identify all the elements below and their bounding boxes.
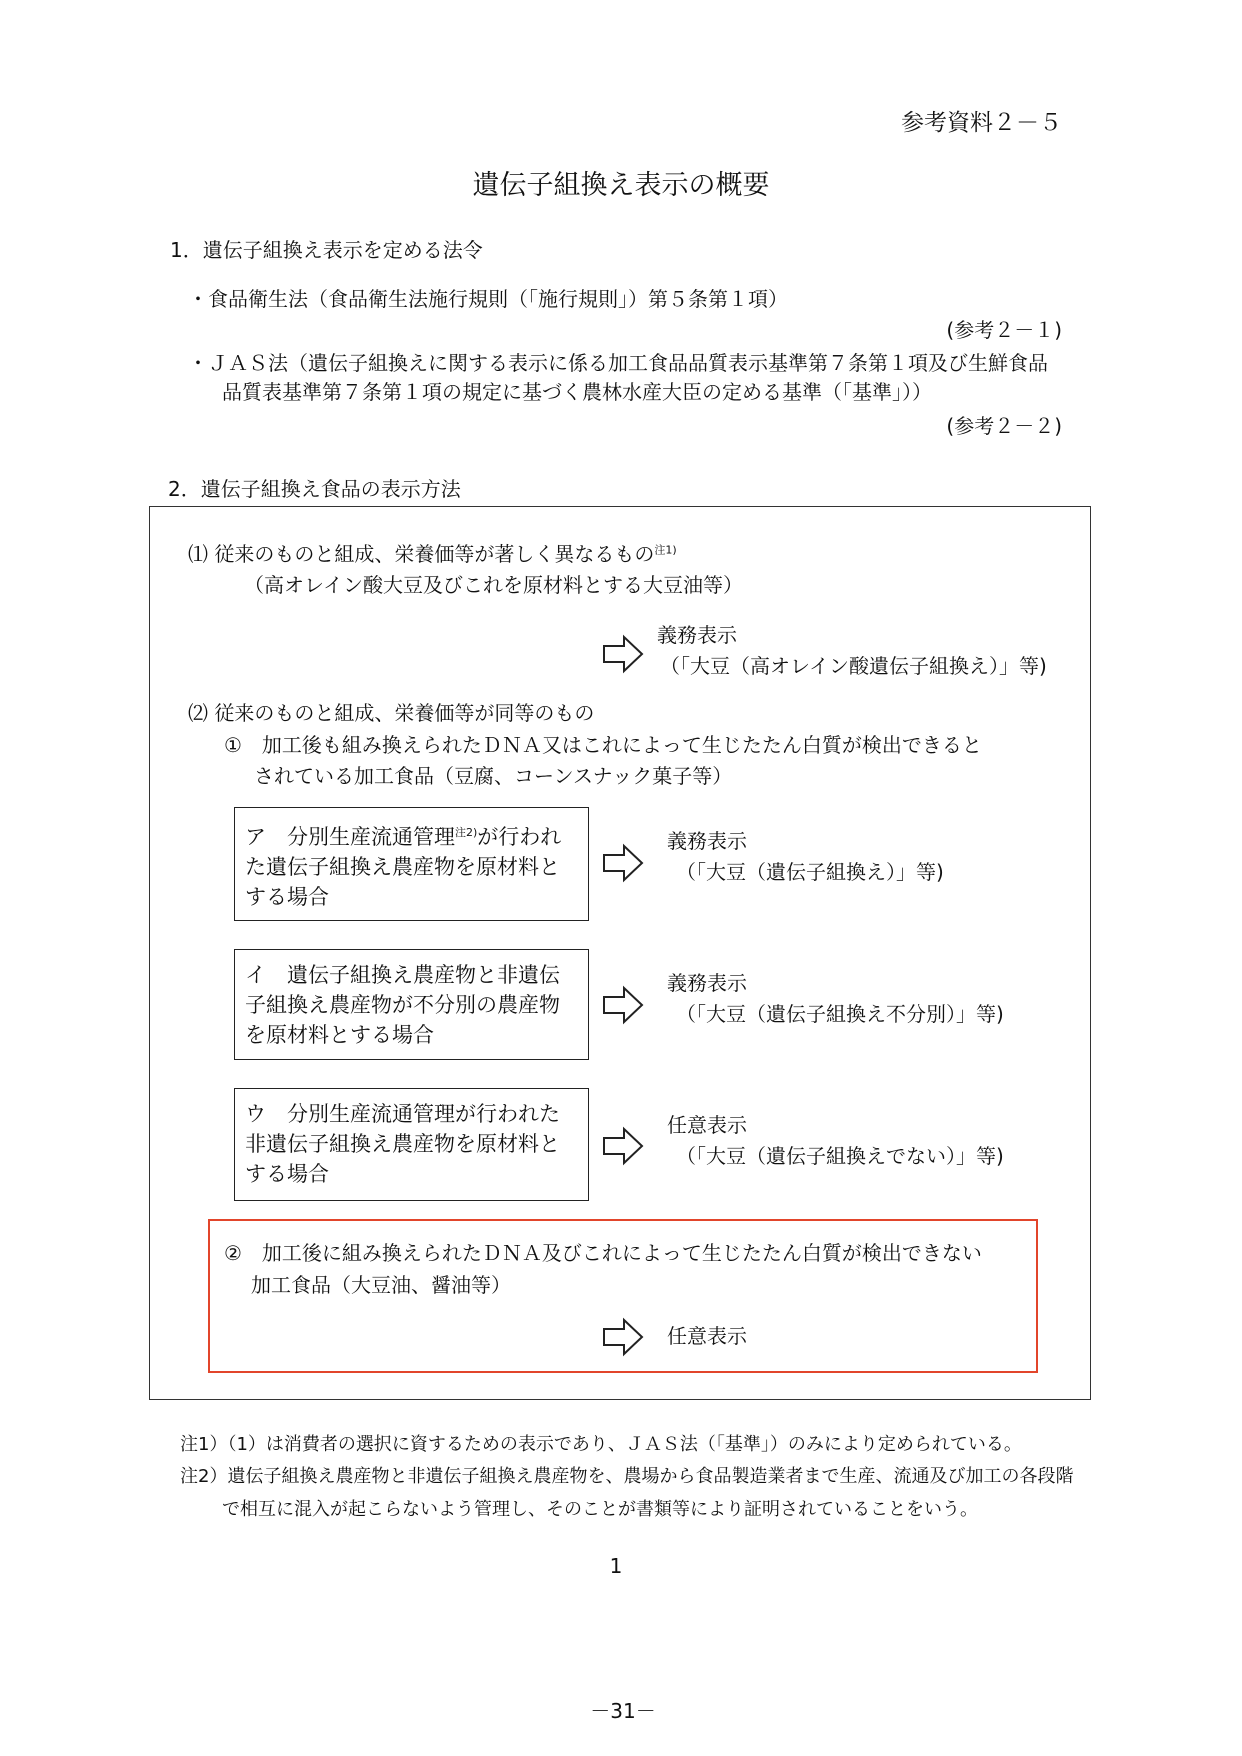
note-2-line2: で相互に混入が起こらないよう管理し、そのことが書類等により証明されていることをいう。 <box>222 1499 978 1520</box>
box-u-text: ウ 分別生産流通管理が行われた非遺伝子組換え農産物を原材料とする場合 <box>245 1102 560 1186</box>
case2-sub2-line2: 加工食品（大豆油、醤油等） <box>251 1273 511 1297</box>
reference-label: 参考資料２－５ <box>901 110 1062 136</box>
case2-sub1-line2: されている加工食品（豆腐、コーンスナック菓子等） <box>254 764 733 788</box>
law-item-ref-2: (参考２－２) <box>946 414 1062 438</box>
box-i <box>234 949 589 1060</box>
section1-heading: 1．遺伝子組換え表示を定める法令 <box>170 238 483 262</box>
case1-example-label: （「大豆（高オレイン酸遺伝子組換え）」等) <box>660 654 1047 678</box>
law-item-food-sanitation: ・食品衛生法（食品衛生法施行規則（「施行規則」）第５条第１項） <box>188 287 788 311</box>
note-1: 注1）（1）は消費者の選択に資するための表示であり、ＪＡＳ法（「基準」）のみにより定められている。 <box>180 1434 1022 1455</box>
case2-sub2-result: 任意表示 <box>667 1324 747 1348</box>
right-arrow-icon <box>602 1317 644 1357</box>
law-item-ref-1: (参考２－１) <box>946 318 1062 342</box>
note-mark: 注1) <box>654 543 677 557</box>
box-a-example: （「大豆（遺伝子組換え）」等) <box>676 860 944 884</box>
law-item-jas-line2: 品質表基準第７条第１項の規定に基づく農林水産大臣の定める基準（「基準」）） <box>222 380 932 404</box>
footer-page-number: －31－ <box>590 1699 656 1723</box>
case1-title-text: ⑴ 従来のものと組成、栄養価等が著しく異なるもの <box>188 542 655 566</box>
note-mark: 注2) <box>455 826 478 839</box>
page-title: 遺伝子組換え表示の概要 <box>472 170 770 201</box>
case2-sub2-line1: ② 加工後に組み換えられたＤＮＡ及びこれによって生じたたん白質が検出できない <box>224 1241 982 1265</box>
case2-sub1-line1: ① 加工後も組み換えられたＤＮＡ又はこれによって生じたたん白質が検出できると <box>224 733 982 757</box>
box-u-result: 任意表示 <box>667 1113 747 1137</box>
box-a-text-cont: が行われた遺伝子組換え農産物を原材料とする場合 <box>245 825 562 909</box>
right-arrow-icon <box>602 843 644 883</box>
note-2-line1: 注2）遺伝子組換え農産物と非遺伝子組換え農産物を、農場から食品製造業者まで生産、流通及び加工の各段階 <box>180 1466 1074 1487</box>
section2-heading: 2．遺伝子組換え食品の表示方法 <box>168 477 461 501</box>
right-arrow-icon <box>602 985 644 1025</box>
law-item-jas-line1: ・ＪＡＳ法（遺伝子組換えに関する表示に係る加工食品品質表示基準第７条第１項及び生鮮食品 <box>188 351 1048 375</box>
case1-title <box>188 544 677 564</box>
box-u <box>234 1088 589 1201</box>
box-a-text: ア 分別生産流通管理 <box>245 825 455 849</box>
page-number: 1 <box>609 1554 623 1578</box>
box-a-result: 義務表示 <box>667 829 747 853</box>
box-u-example: （「大豆（遺伝子組換えでない）」等) <box>676 1144 1004 1168</box>
box-i-example: （「大豆（遺伝子組換え不分別）」等) <box>676 1002 1004 1026</box>
right-arrow-icon <box>602 634 644 674</box>
box-i-text: イ 遺伝子組換え農産物と非遺伝子組換え農産物が不分別の農産物を原材料とする場合 <box>245 963 560 1047</box>
box-i-result: 義務表示 <box>667 971 747 995</box>
box-a <box>234 807 589 921</box>
case2-title: ⑵ 従来のものと組成、栄養価等が同等のもの <box>188 701 595 725</box>
case1-examples: （高オレイン酸大豆及びこれを原材料とする大豆油等） <box>244 573 743 597</box>
right-arrow-icon <box>602 1126 644 1166</box>
case1-result: 義務表示 <box>657 623 737 647</box>
